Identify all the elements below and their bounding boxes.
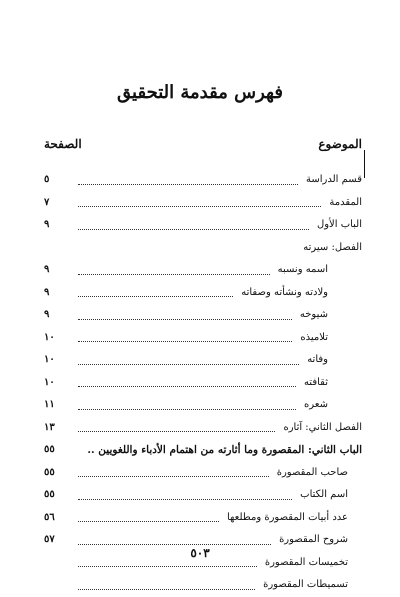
dot-leader [78, 431, 275, 432]
toc-entry-title: اسمه ونسبه [277, 264, 328, 276]
toc-entry [44, 394, 362, 417]
toc-entry-page: ٧ [44, 196, 50, 208]
dot-leader [78, 296, 233, 297]
toc-entry-title: شيوخه [299, 309, 328, 321]
toc-entry [44, 327, 362, 350]
topic-column-label: الموضوع [318, 137, 362, 151]
toc-entry-title: عدد أبيات المقصورة ومطلعها [227, 511, 348, 523]
toc-entry-page: ١٠ [44, 354, 55, 366]
toc-entry-title: الباب الثاني: المقصورة وما أثارته من اهتمام الأدباء واللغويين .. [87, 444, 362, 457]
toc-entry-page: ١١ [44, 399, 55, 411]
toc-entry [44, 349, 362, 372]
toc-entry-page: ٥٥ [44, 466, 55, 478]
dot-leader [78, 341, 292, 342]
toc-entry-title: ولادته ونشأته وصفاته [241, 286, 328, 298]
dot-leader [78, 589, 255, 590]
page-number: ٥٠٣ [190, 546, 210, 560]
page-column-label: الصفحة [44, 137, 82, 151]
dot-leader [78, 386, 296, 387]
toc-entry-page: ١٣ [44, 421, 55, 433]
toc-entry-page: ٩ [44, 309, 50, 321]
toc-entry-page: ٥٥ [44, 444, 55, 456]
toc-entry [44, 192, 362, 215]
toc-entry-page: ١٠ [44, 376, 55, 388]
toc-entry-title: ثقافته [303, 376, 328, 388]
toc-entry-page: ٩ [44, 286, 50, 298]
dot-leader [78, 499, 292, 500]
toc-entry-page: ٥٦ [44, 511, 55, 523]
toc-entry [44, 462, 362, 485]
dot-leader [78, 544, 271, 545]
dot-leader [78, 274, 270, 275]
toc-entry [44, 259, 362, 282]
toc-entry-title: قسم الدراسة [306, 174, 362, 186]
dot-leader [78, 521, 219, 522]
toc-entry [44, 214, 362, 237]
dot-leader [78, 319, 292, 320]
toc-entry-page: ٩ [44, 264, 50, 276]
toc-entry-title: تخميسات المقصورة [264, 556, 348, 568]
toc-entry-page: ٥٥ [44, 489, 55, 501]
toc-entry [44, 169, 362, 192]
toc-entry-title: الفصل: سيرته [303, 241, 362, 253]
toc-entry [44, 237, 362, 260]
toc-entry-title: الباب الأول [316, 219, 362, 231]
toc-entry-title: الفصل الثاني: آثاره [283, 421, 362, 433]
dot-leader [78, 409, 296, 410]
toc-entry [44, 484, 362, 507]
toc-entry-page: ٩ [44, 219, 50, 231]
toc-entry-page: ٥ [44, 174, 50, 186]
dot-leader [78, 476, 269, 477]
toc-entry-title: صاحب المقصورة [276, 466, 348, 478]
toc-entry [44, 282, 362, 305]
dot-leader [78, 364, 299, 365]
toc-entry-page: ٥٧ [44, 534, 55, 546]
dot-leader [78, 206, 321, 207]
toc-entry-title: شروح المقصورة [279, 534, 348, 546]
toc-entry-title: وفاته [307, 354, 328, 366]
toc-entry-title: تسميطات المقصورة [263, 579, 348, 591]
toc-entry [44, 507, 362, 530]
dot-leader [78, 184, 298, 185]
toc-entry-title: اسم الكتاب [300, 489, 348, 501]
toc-entry [44, 304, 362, 327]
toc-entry [44, 417, 362, 440]
toc-entry-title: شعره [304, 399, 328, 411]
toc-entry [44, 372, 362, 395]
toc-entry-title: تلاميذه [300, 331, 328, 343]
page-title: فهرس مقدمة التحقيق [117, 82, 283, 103]
toc-entry [44, 439, 362, 462]
toc-entry [44, 574, 362, 597]
table-of-contents [44, 169, 362, 597]
dot-leader [78, 229, 309, 230]
toc-entry-title: المقدمة [329, 196, 362, 208]
toc-header [44, 136, 362, 152]
toc-entry-page: ١٠ [44, 331, 55, 343]
